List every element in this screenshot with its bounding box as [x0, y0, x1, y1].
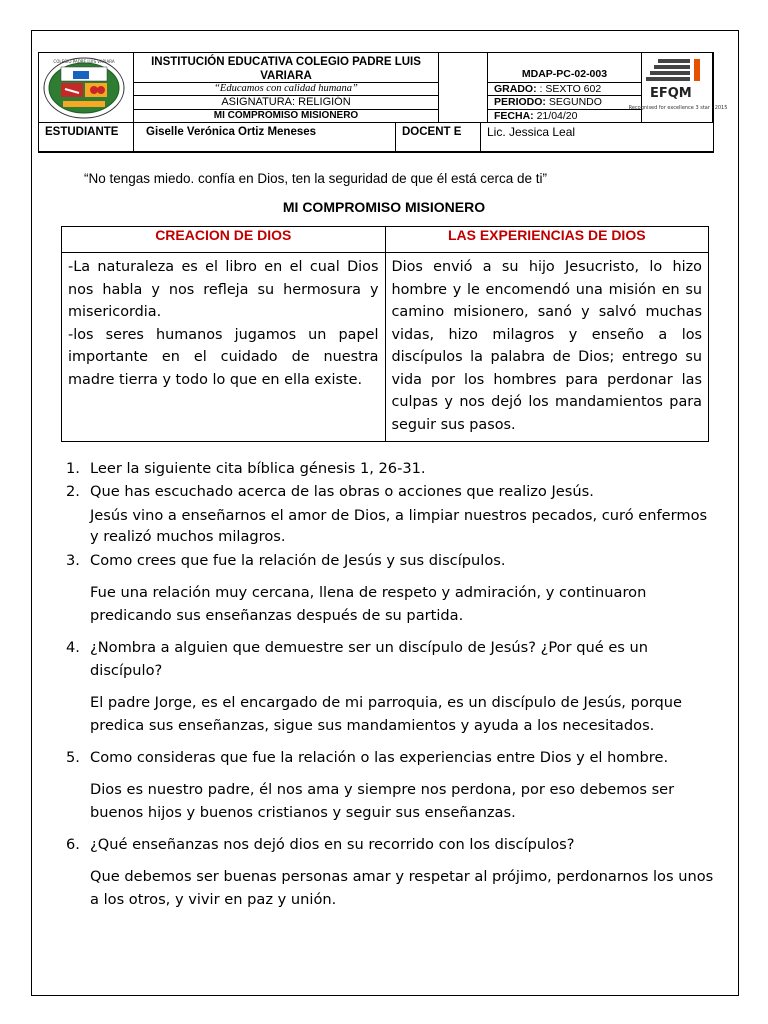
grade-field	[488, 83, 642, 96]
institution-motto: “Educamos con calidad humana”	[134, 83, 439, 96]
bible-quote: “No tengas miedo. confía en Dios, ten la seguridad de que él está cerca de ti”	[84, 171, 548, 186]
item-number: 4.	[66, 639, 80, 656]
answer-text: Fue una relación muy cercana, llena de respeto y admiración, y continuaron predicando sus enseñanzas después de su partida.	[90, 584, 647, 624]
column-header-creation: CREACION DE DIOS	[62, 227, 386, 253]
question-list	[66, 457, 716, 911]
date-field	[488, 110, 642, 123]
student-label: ESTUDIANTE	[39, 123, 134, 152]
document-code: MDAP-PC-02-003	[488, 53, 642, 83]
experiences-cell: Dios envió a su hijo Jesucristo, lo hizo hombre y le encomendó una misión en su camino misionero, sanó y salvó muchas vidas, hizo milagros y enseño a los discípulos la palabra de Dios; entrego su vida por los hombres para perdonar las culpas y nos dejó los mandamientos para seguir sus pasos.	[385, 253, 709, 442]
period-value: SEGUNDO	[548, 96, 602, 108]
answer-text: Dios es nuestro padre, él nos ama y siempre nos perdona, por eso debemos ser buenos hijos y buenos cristianos y seguir sus enseñanzas.	[90, 781, 675, 821]
question-text: Que has escuchado acerca de las obras o acciones que realizo Jesús.	[90, 483, 594, 500]
period-field	[488, 96, 642, 110]
institution-name: INSTITUCIÓN EDUCATIVA COLEGIO PADRE LUIS VARIARA	[134, 53, 439, 83]
answer-text: Que debemos ser buenas personas amar y respetar al prójimo, perdonarnos los unos a los otros, y vivir en paz y unión.	[90, 868, 714, 908]
comparison-table	[61, 226, 709, 442]
question-text: Como crees que fue la relación de Jesús y sus discípulos.	[90, 552, 506, 569]
date-value: 21/04/20	[536, 110, 578, 122]
svg-text:COLEGIO PADRE LUIS VARIARA: COLEGIO PADRE LUIS VARIARA	[53, 59, 115, 64]
item-number: 5.	[66, 749, 80, 766]
list-item	[66, 480, 716, 503]
period-label: PERIODO:	[494, 96, 546, 108]
page-title: MI COMPROMISO MISIONERO	[282, 199, 486, 215]
date-label: FECHA:	[494, 110, 534, 122]
svg-text:Recognised for excellence 3 st: Recognised for excellence 3 star · 2015	[628, 105, 728, 111]
creation-paragraph: -los seres humanos jugamos un papel importante en el cuidado de nuestra madre tierra y todo lo que en ella existe.	[68, 326, 379, 388]
creation-cell	[62, 253, 386, 442]
teacher-name: Lic. Jessica Leal	[481, 123, 713, 152]
efqm-logo	[628, 53, 728, 123]
svg-text:EFQM: EFQM	[650, 86, 692, 101]
teacher-label: DOCENT E	[396, 123, 481, 152]
school-logo	[39, 53, 134, 123]
activity-name: MI COMPROMISO MISIONERO	[134, 110, 439, 123]
item-number: 6.	[66, 836, 80, 853]
list-item	[66, 636, 716, 682]
column-header-experiences: LAS EXPERIENCIAS DE DIOS	[385, 227, 709, 253]
list-item	[66, 549, 716, 572]
document-header	[38, 52, 728, 153]
item-number: 3.	[66, 552, 80, 569]
question-text: ¿Nombra a alguien que demuestre ser un discípulo de Jesús? ¿Por qué es un discípulo?	[90, 639, 649, 679]
list-item	[66, 457, 716, 480]
list-item	[66, 833, 716, 856]
answer-text: Jesús vino a enseñarnos el amor de Dios, a limpiar nuestros pecados, curó enfermos y realizó muchos milagros.	[90, 507, 708, 545]
grade-value: : SEXTO 602	[539, 83, 602, 95]
answer-text: El padre Jorge, es el encargado de mi parroquia, es un discípulo de Jesús, porque predica sus enseñanzas, sigue sus mandamientos y ayuda a los necesitados.	[90, 694, 683, 734]
student-name: Giselle Verónica Ortiz Meneses	[134, 123, 396, 152]
item-number: 2.	[66, 483, 80, 500]
header-spacer	[439, 53, 488, 123]
subject-line: ASIGNATURA: RELIGIÓN	[134, 96, 439, 110]
grade-label: GRADO:	[494, 83, 537, 95]
question-text: Leer la siguiente cita bíblica génesis 1, 26-31.	[90, 460, 426, 477]
item-number: 1.	[66, 460, 80, 477]
list-item	[66, 746, 716, 769]
question-text: Como consideras que fue la relación o las experiencias entre Dios y el hombre.	[90, 749, 669, 766]
creation-paragraph: -La naturaleza es el libro en el cual Dios nos habla y nos refleja su hermosura y misericordia.	[68, 259, 379, 320]
question-text: ¿Qué enseñanzas nos dejó dios en su recorrido con los discípulos?	[90, 836, 575, 853]
